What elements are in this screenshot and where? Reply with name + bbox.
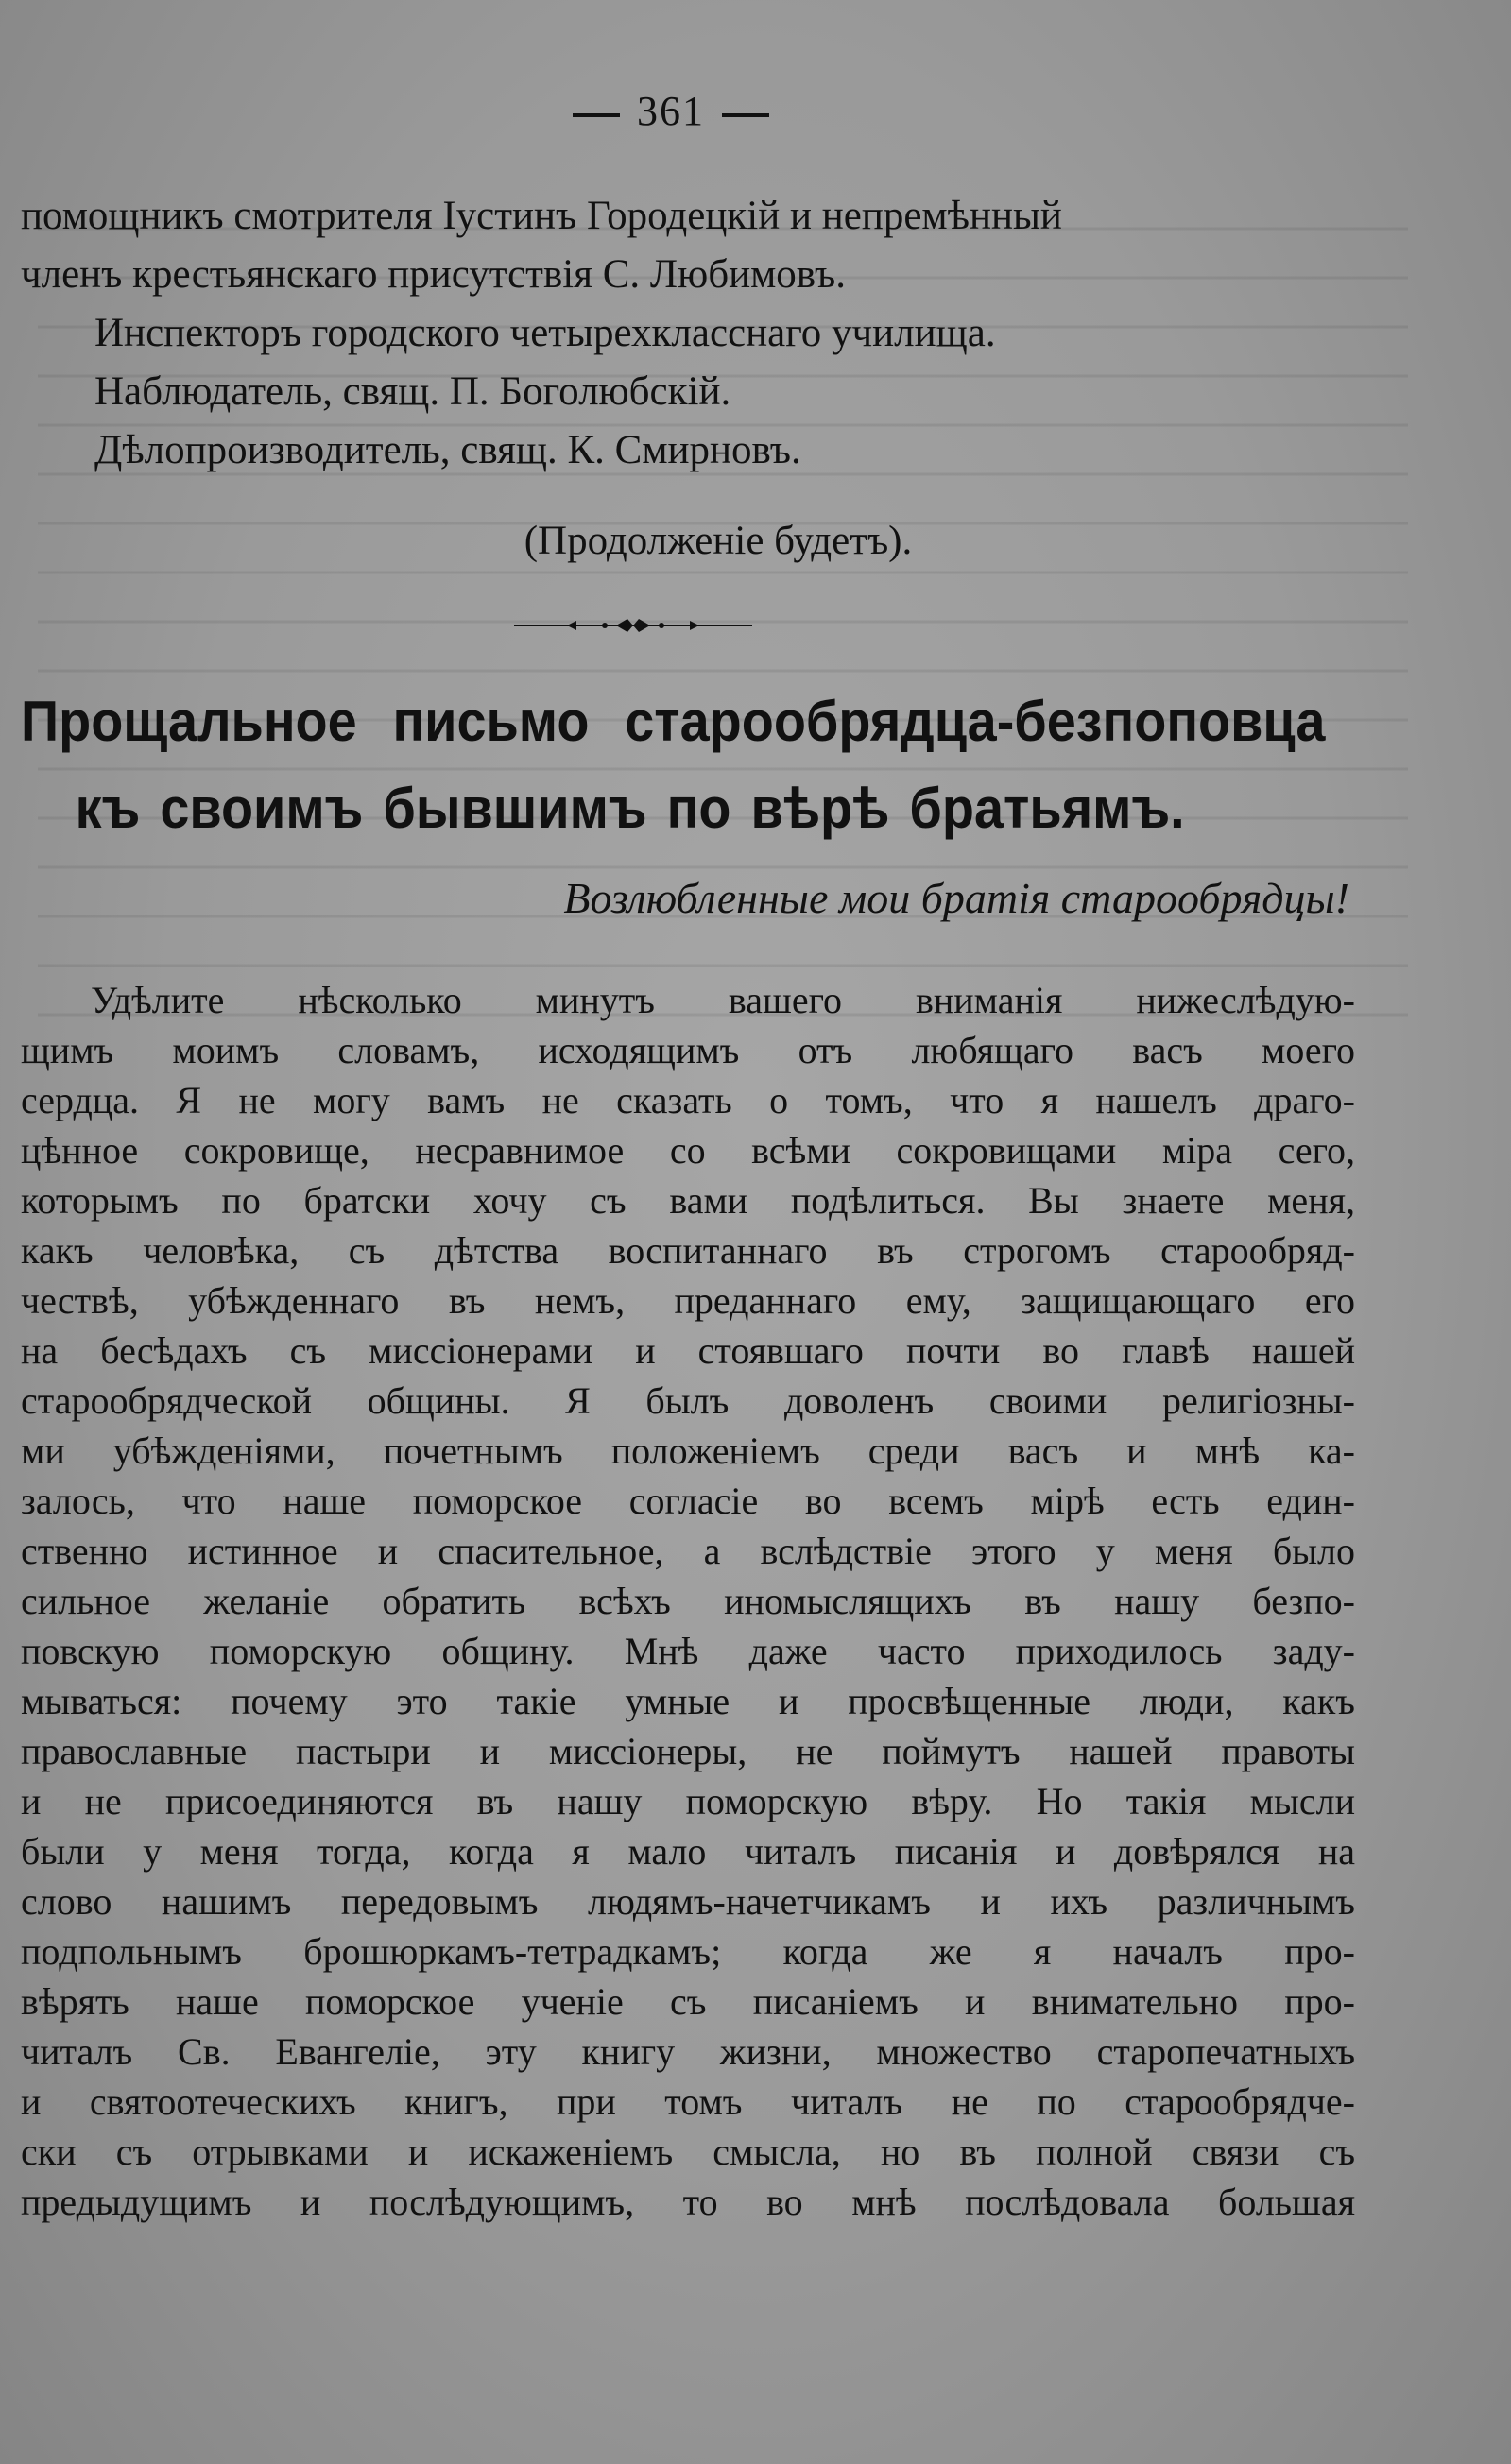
body-line: цѣнное сокровище, несравнимое со всѣми сокровищами міра сего, <box>21 1129 1355 1172</box>
body-line: православные пастыри и миссіонеры, не поймутъ нашей правоты <box>21 1730 1355 1772</box>
article-body <box>21 975 1355 2227</box>
staff-line: помощникъ смотрителя Іустинъ Городецкій и непремѣнный <box>21 194 1062 238</box>
body-line: подпольнымъ брошюркамъ-тетрадкамъ; когда же я началъ про- <box>21 1930 1355 1973</box>
body-line: какъ человѣка, съ дѣтства воспитаннаго въ строгомъ старообряд- <box>21 1229 1355 1272</box>
body-line: и святоотеческихъ книгъ, при томъ читалъ не по старообрядче- <box>21 2080 1355 2123</box>
body-line: залось, что наше поморское согласіе во всемъ мірѣ есть един- <box>21 1480 1355 1522</box>
body-line: на бесѣдахъ съ миссіонерами и стоявшаго почти во главѣ нашей <box>21 1329 1355 1372</box>
staff-list <box>21 187 1363 480</box>
body-line: сильное желаніе обратить всѣхъ иномыслящихъ въ нашу безпо- <box>21 1580 1355 1622</box>
body-line: читалъ Св. Евангеліе, эту книгу жизни, множество старопечатныхъ <box>21 2030 1355 2073</box>
body-line: повскую поморскую общину. Мнѣ даже часто приходилось заду- <box>21 1630 1355 1672</box>
body-line: старообрядческой общины. Я былъ доволенъ своими религіозны- <box>21 1379 1355 1422</box>
body-line: ственно истинное и спасительное, а вслѣдствіе этого у меня было <box>21 1530 1355 1572</box>
left-dash <box>573 113 620 117</box>
body-line: щимъ моимъ словамъ, исходящимъ отъ любящаго васъ моего <box>21 1029 1355 1071</box>
body-line: предыдущимъ и послѣдующимъ, то во мнѣ послѣдовала большая <box>21 2181 1355 2223</box>
body-line: которымъ по братски хочу съ вами подѣлиться. Вы знаете меня, <box>21 1179 1355 1222</box>
page-number <box>0 87 1342 135</box>
body-line: ми убѣжденіями, почетнымъ положеніемъ среди васъ и мнѣ ка- <box>21 1429 1355 1472</box>
body-line: были у меня тогда, когда я мало читалъ писанія и довѣрялся на <box>21 1830 1355 1873</box>
article-title <box>21 678 1326 852</box>
article-title-line1: Прощальное письмо старообрядца-безпоповца <box>21 690 1326 753</box>
body-line: сердца. Я не могу вамъ не сказать о томъ, что я нашелъ драго- <box>21 1079 1355 1121</box>
staff-line: Наблюдатель, свящ. П. Боголюбскій. <box>94 369 731 414</box>
body-line: Удѣлите нѣсколько минутъ вашего вниманія нижеслѣдую- <box>91 979 1355 1021</box>
body-line: и не присоединяются въ нашу поморскую вѣру. Но такія мысли <box>21 1780 1355 1822</box>
staff-line: Дѣлопроизводитель, свящ. К. Смирновъ. <box>94 428 801 472</box>
body-line: мываться: почему это такіе умные и просвѣщенные люди, какъ <box>21 1680 1355 1722</box>
salutation: Возлюбленные мои братія старообрядцы! <box>563 874 1349 922</box>
right-dash <box>722 113 769 117</box>
ornament-divider <box>510 614 756 637</box>
staff-line: Инспекторъ городского четырехкласснаго училища. <box>94 311 996 355</box>
continuation-note: (Продолженіе будетъ). <box>524 519 913 563</box>
body-line: слово нашимъ передовымъ людямъ-начетчикамъ и ихъ различнымъ <box>21 1880 1355 1923</box>
body-line: ски съ отрывками и искаженіемъ смысла, но въ полной связи съ <box>21 2130 1355 2173</box>
body-line: чествѣ, убѣжденнаго въ немъ, преданнаго ему, защищающаго его <box>21 1279 1355 1322</box>
staff-line: членъ крестьянскаго присутствія С. Любимовъ. <box>21 252 847 297</box>
body-line: вѣрять наше поморское ученіе съ писаніемъ и внимательно про- <box>21 1980 1355 2023</box>
page-number-text: 361 <box>637 88 705 134</box>
article-title-line2: къ своимъ бывшимъ по вѣрѣ братьямъ. <box>75 777 1185 840</box>
